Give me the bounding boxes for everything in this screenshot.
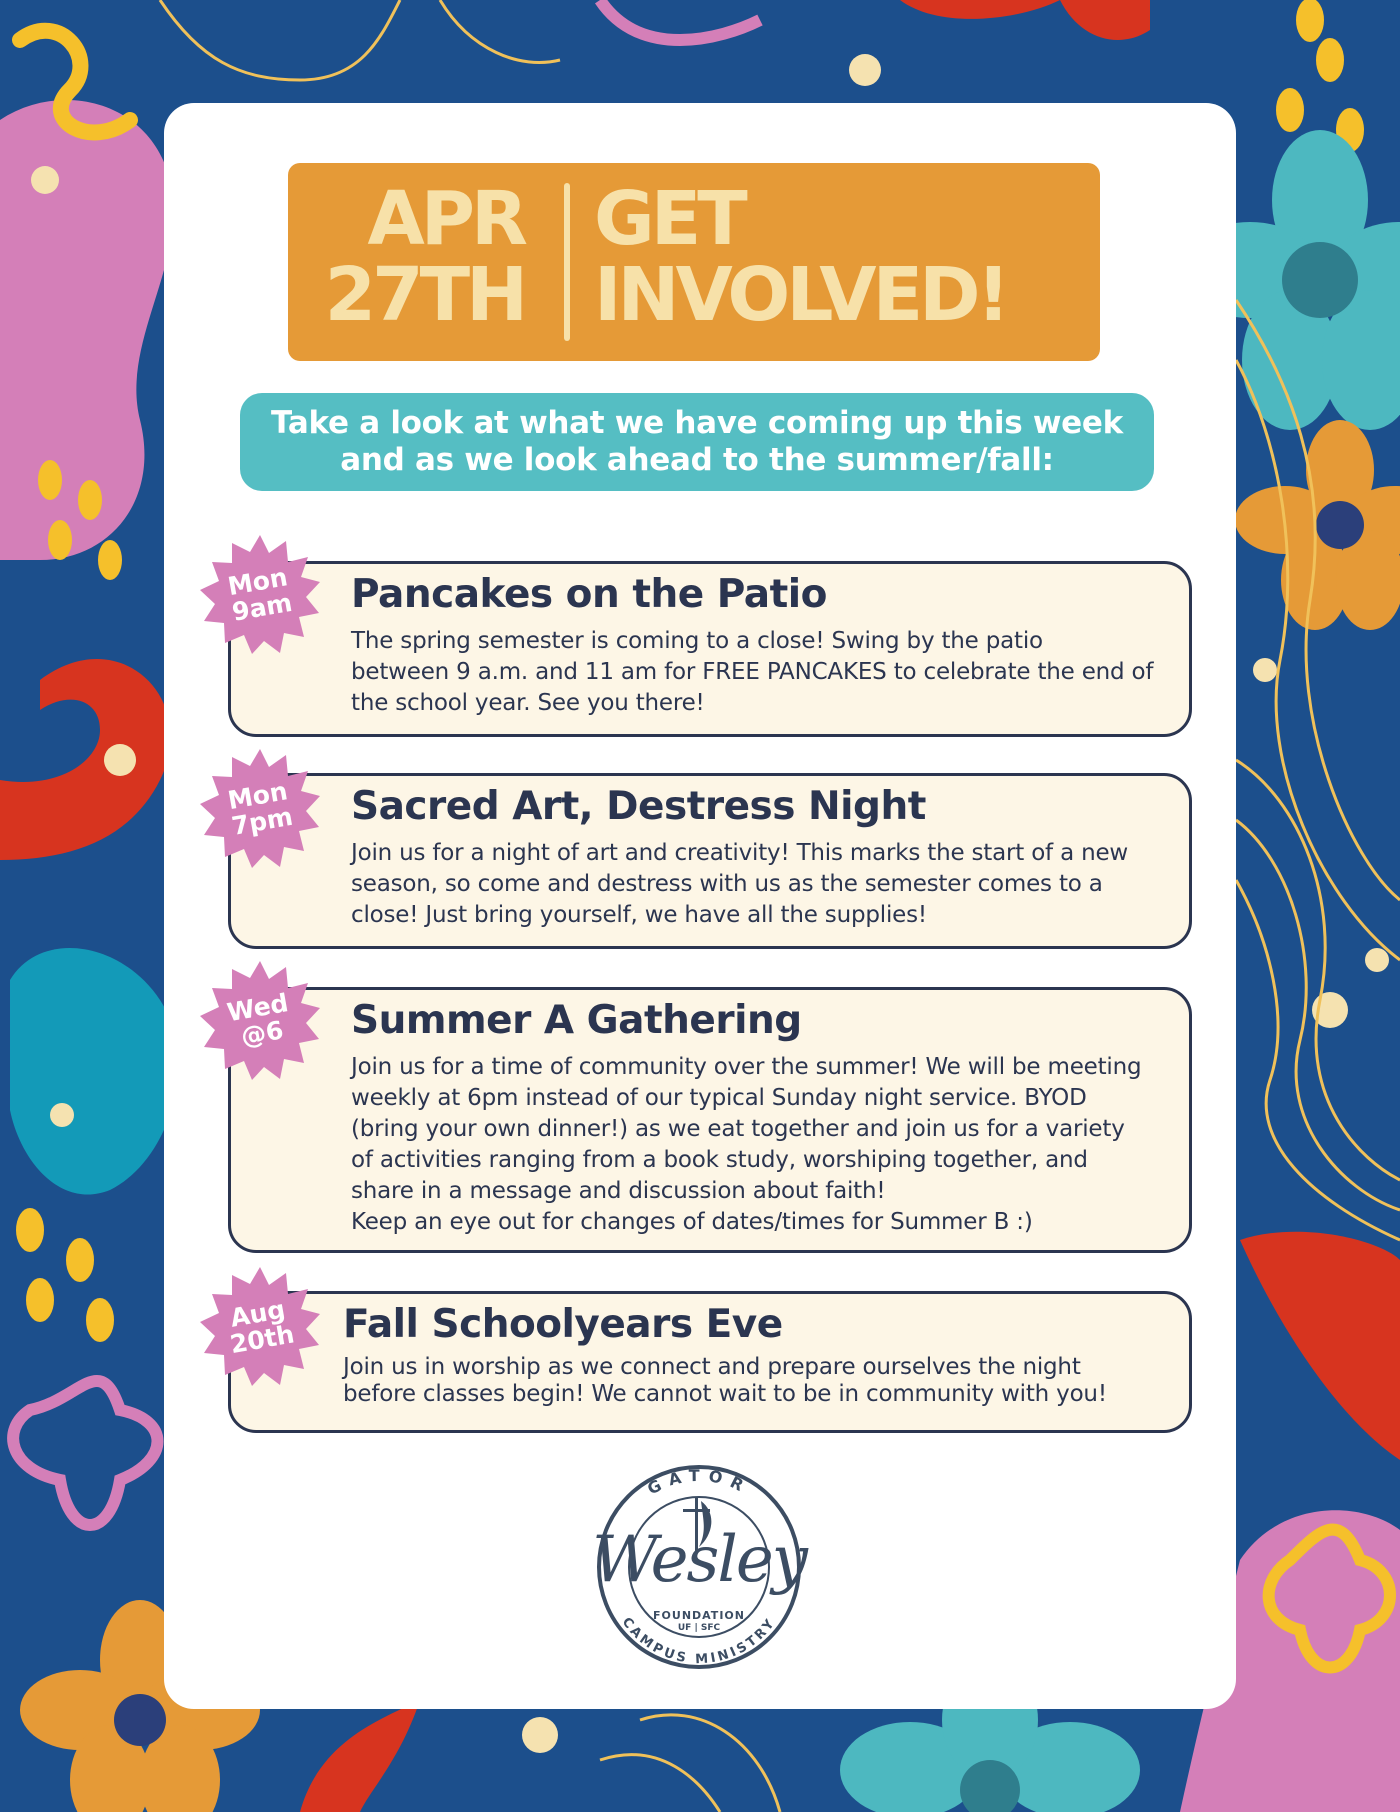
event-card <box>228 773 1192 949</box>
event-card <box>228 561 1192 737</box>
event-badge <box>200 749 320 869</box>
badge-label: Wed @6 <box>224 988 291 1052</box>
event-description: The spring semester is coming to a close! Swing by the patio between 9 a.m. and 11 am for FREE PANCAKES to celebrate the end of the school year. See you there! <box>351 628 1154 716</box>
logo-sub-text: UF | SFC <box>677 1623 721 1633</box>
svg-text:GATOR <box>644 1466 754 1499</box>
event-description: Join us for a time of community over the summer! We will be meeting weekly at 6pm instead of our typical Sunday night service. BYOD (bring your own dinner!) as we eat together and join us for a variety of activities ranging from a book study, worshiping together, and share in a message and discussion about faith! Keep an eye out for changes of dates/times for Summer B :) <box>351 1054 1142 1235</box>
event-badge <box>200 1267 320 1387</box>
flyer-card <box>164 103 1236 1709</box>
badge-label: Mon 7pm <box>225 776 295 841</box>
event-title: Pancakes on the Patio <box>351 572 827 617</box>
logo-top-arc: GATOR <box>644 1465 754 1499</box>
wesley-foundation-logo <box>577 1461 821 1673</box>
badge-label: Aug 20th <box>227 1294 297 1360</box>
event-description: Join us in worship as we connect and prepare ourselves the night before classes begin! We cannot wait to be in community with you! <box>343 1354 1107 1407</box>
intro-text: Take a look at what we have coming up this week and as we look ahead to the summer/fall: <box>271 405 1123 478</box>
event-card <box>228 987 1192 1253</box>
badge-label: Mon 9am <box>225 562 295 627</box>
logo-bottom-arc: CAMPUS MINISTRY <box>618 1614 780 1668</box>
header-title: GET INVOLVED! <box>594 176 1007 338</box>
event-title: Summer A Gathering <box>351 998 802 1043</box>
header-divider <box>564 183 570 341</box>
event-badge <box>200 535 320 655</box>
intro-banner <box>240 393 1154 491</box>
logo-script-text: Wesley <box>592 1523 806 1597</box>
event-description: Join us for a night of art and creativity! This marks the start of a new season, so come and destress with us as the semester comes to a close! Just bring yourself, we have all the supplies! <box>351 840 1129 928</box>
header-banner <box>288 163 1100 361</box>
header-date: APR 27TH <box>324 176 524 338</box>
event-card <box>228 1291 1192 1433</box>
event-badge <box>200 961 320 1081</box>
logo-foundation-text: FOUNDATION <box>653 1609 745 1622</box>
event-title: Fall Schoolyears Eve <box>343 1302 783 1347</box>
event-title: Sacred Art, Destress Night <box>351 784 926 829</box>
